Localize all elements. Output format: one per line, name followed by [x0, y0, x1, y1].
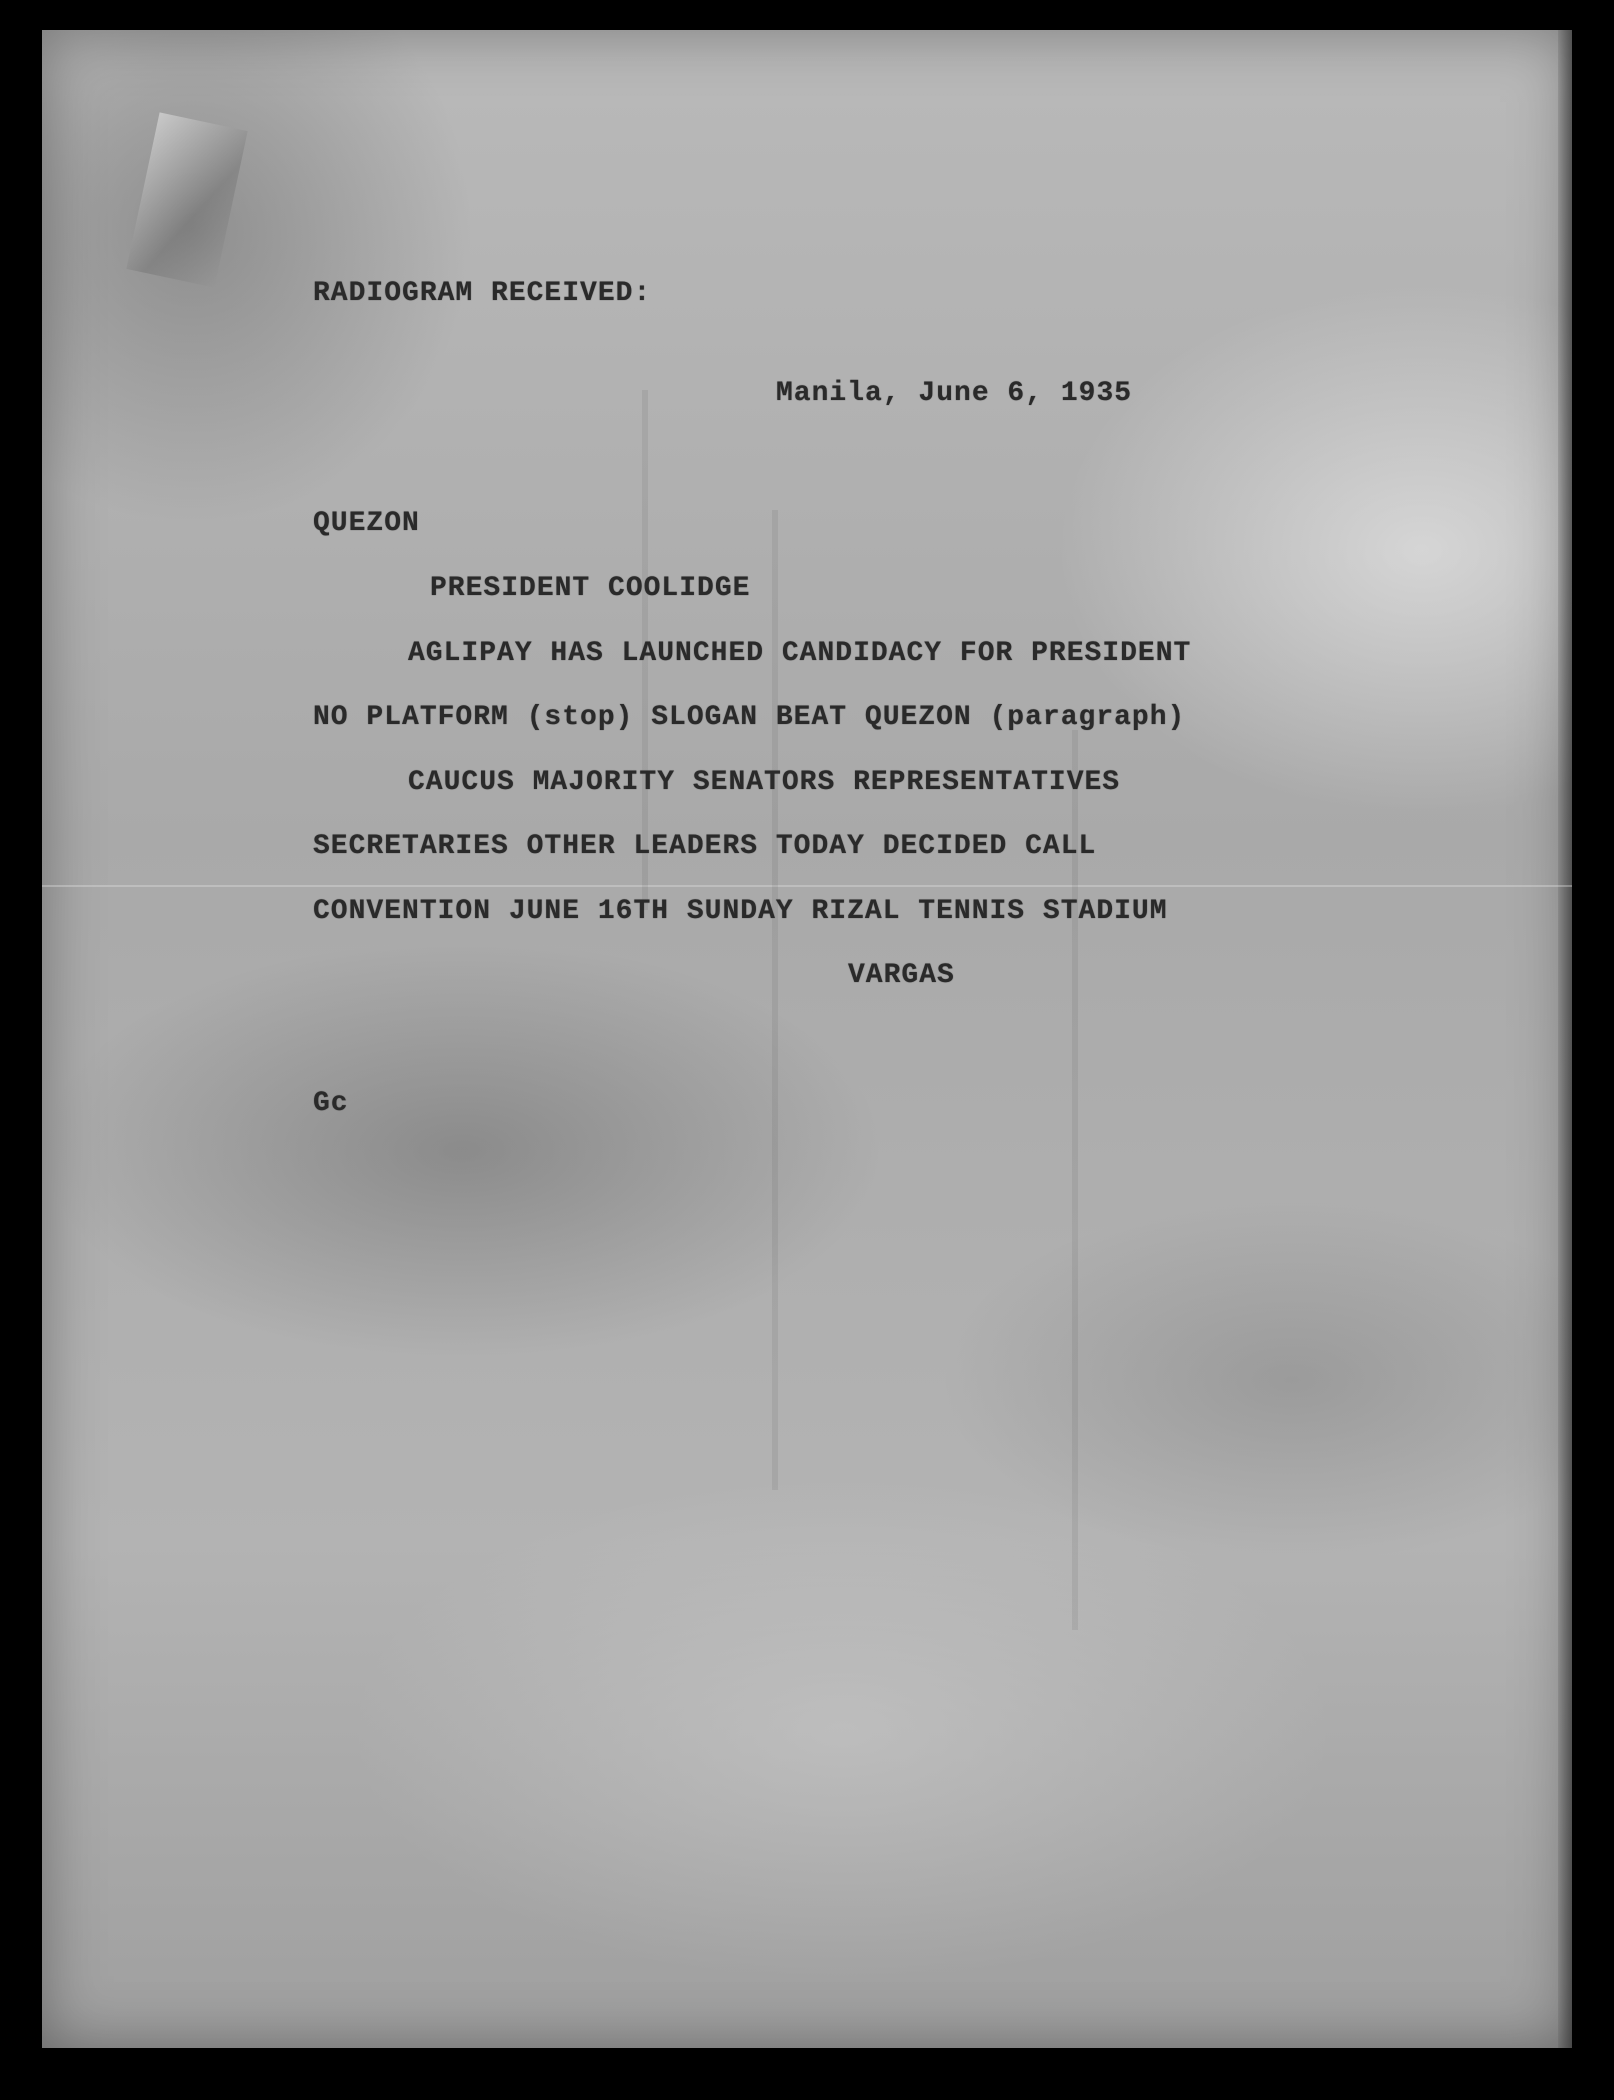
- message-line: CAUCUS MAJORITY SENATORS REPRESENTATIVES: [408, 767, 1121, 798]
- page-edge: [1558, 30, 1572, 2048]
- place-date-line: Manila, June 6, 1935: [776, 378, 1133, 409]
- signature-name: VARGAS: [848, 960, 955, 991]
- paper-crease: [126, 112, 247, 287]
- radiogram-header: RADIOGRAM RECEIVED:: [313, 278, 652, 309]
- bleed-through-mark: [1072, 730, 1078, 1630]
- message-line: NO PLATFORM (stop) SLOGAN BEAT QUEZON (paragraph): [313, 702, 1186, 733]
- message-line: CONVENTION JUNE 16TH SUNDAY RIZAL TENNIS STADIUM: [313, 896, 1168, 927]
- typist-initials: Gc: [313, 1088, 349, 1119]
- fold-line: [42, 885, 1572, 887]
- message-line: SECRETARIES OTHER LEADERS TODAY DECIDED CALL: [313, 831, 1097, 862]
- document-page: [42, 30, 1572, 2048]
- sender-name: QUEZON: [313, 508, 420, 539]
- addressee-line: PRESIDENT COOLIDGE: [430, 573, 751, 604]
- message-line: AGLIPAY HAS LAUNCHED CANDIDACY FOR PRESIDENT: [408, 638, 1192, 669]
